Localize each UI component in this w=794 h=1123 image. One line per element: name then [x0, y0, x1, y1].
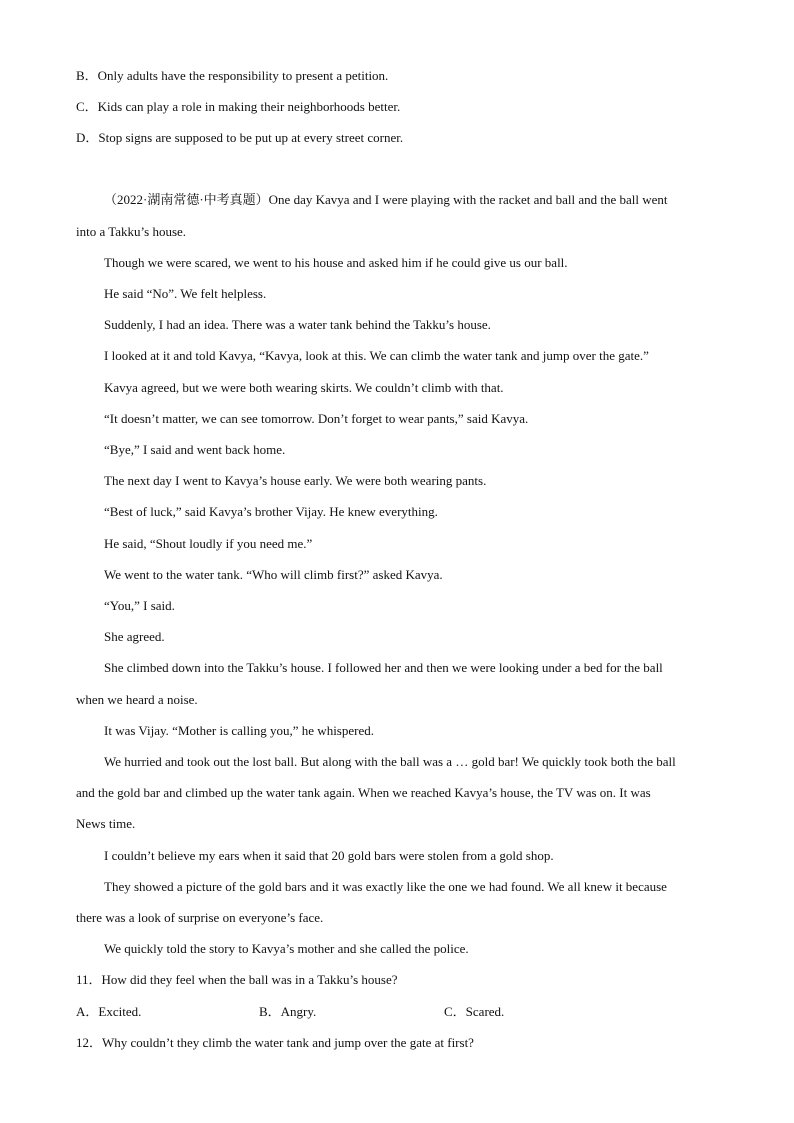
passage-paragraph: They showed a picture of the gold bars and it was exactly like the one we had found. We all knew it because: [104, 879, 667, 894]
passage-paragraph: Suddenly, I had an idea. There was a water tank behind the Takku’s house.: [104, 317, 491, 332]
passage-paragraph-continued: when we heard a noise.: [76, 692, 198, 707]
passage-paragraph: He said “No”. We felt helpless.: [104, 286, 267, 301]
passage-paragraph: It was Vijay. “Mother is calling you,” he whispered.: [104, 723, 374, 738]
passage-paragraph: Kavya agreed, but we were both wearing skirts. We couldn’t climb with that.: [104, 380, 504, 395]
passage-paragraph: “It doesn’t matter, we can see tomorrow. Don’t forget to wear pants,” said Kavya.: [104, 411, 529, 426]
passage-paragraph: We quickly told the story to Kavya’s mother and she called the police.: [104, 941, 469, 956]
question-12-stem: 12．Why couldn’t they climb the water tank and jump over the gate at first?: [76, 1035, 474, 1050]
option-d: D．Stop signs are supposed to be put up at every street corner.: [76, 130, 404, 145]
passage-paragraph: We hurried and took out the lost ball. But along with the ball was a … gold bar! We quickly took both the ball: [104, 754, 676, 769]
passage-paragraph-continued: News time.: [76, 816, 136, 831]
question-11-stem: 11．How did they feel when the ball was in a Takku’s house?: [76, 972, 398, 987]
passage-paragraph: “You,” I said.: [104, 598, 175, 613]
passage-paragraph: I couldn’t believe my ears when it said that 20 gold bars were stolen from a gold shop.: [104, 848, 554, 863]
passage-intro-line-1: （2022·湖南常德·中考真题）One day Kavya and I were playing with the racket and ball and the ball went: [104, 192, 668, 207]
passage-paragraph: The next day I went to Kavya’s house early. We were both wearing pants.: [104, 473, 487, 488]
question-11-option-c: C．Scared.: [444, 1004, 505, 1019]
option-b: B．Only adults have the responsibility to present a petition.: [76, 68, 389, 83]
passage-paragraph: She climbed down into the Takku’s house. I followed her and then we were looking under a bed for the ball: [104, 660, 663, 675]
question-11-option-a: A．Excited.: [76, 1004, 142, 1019]
passage-paragraph: She agreed.: [104, 629, 165, 644]
passage-paragraph: “Best of luck,” said Kavya’s brother Vijay. He knew everything.: [104, 504, 438, 519]
passage-paragraph: “Bye,” I said and went back home.: [104, 442, 286, 457]
passage-intro-line-2: into a Takku’s house.: [76, 224, 187, 239]
question-11-option-b: B．Angry.: [259, 1004, 317, 1019]
passage-paragraph-continued: and the gold bar and climbed up the water tank again. When we reached Kavya’s house, the TV was on. It was: [76, 785, 651, 800]
option-c: C．Kids can play a role in making their neighborhoods better.: [76, 99, 401, 114]
passage-paragraph-continued: there was a look of surprise on everyone’s face.: [76, 910, 324, 925]
passage-paragraph: Though we were scared, we went to his house and asked him if he could give us our ball.: [104, 255, 568, 270]
passage-paragraph: He said, “Shout loudly if you need me.”: [104, 536, 313, 551]
passage-paragraph: We went to the water tank. “Who will climb first?” asked Kavya.: [104, 567, 443, 582]
passage-paragraph: I looked at it and told Kavya, “Kavya, look at this. We can climb the water tank and jump over the gate.”: [104, 348, 649, 363]
